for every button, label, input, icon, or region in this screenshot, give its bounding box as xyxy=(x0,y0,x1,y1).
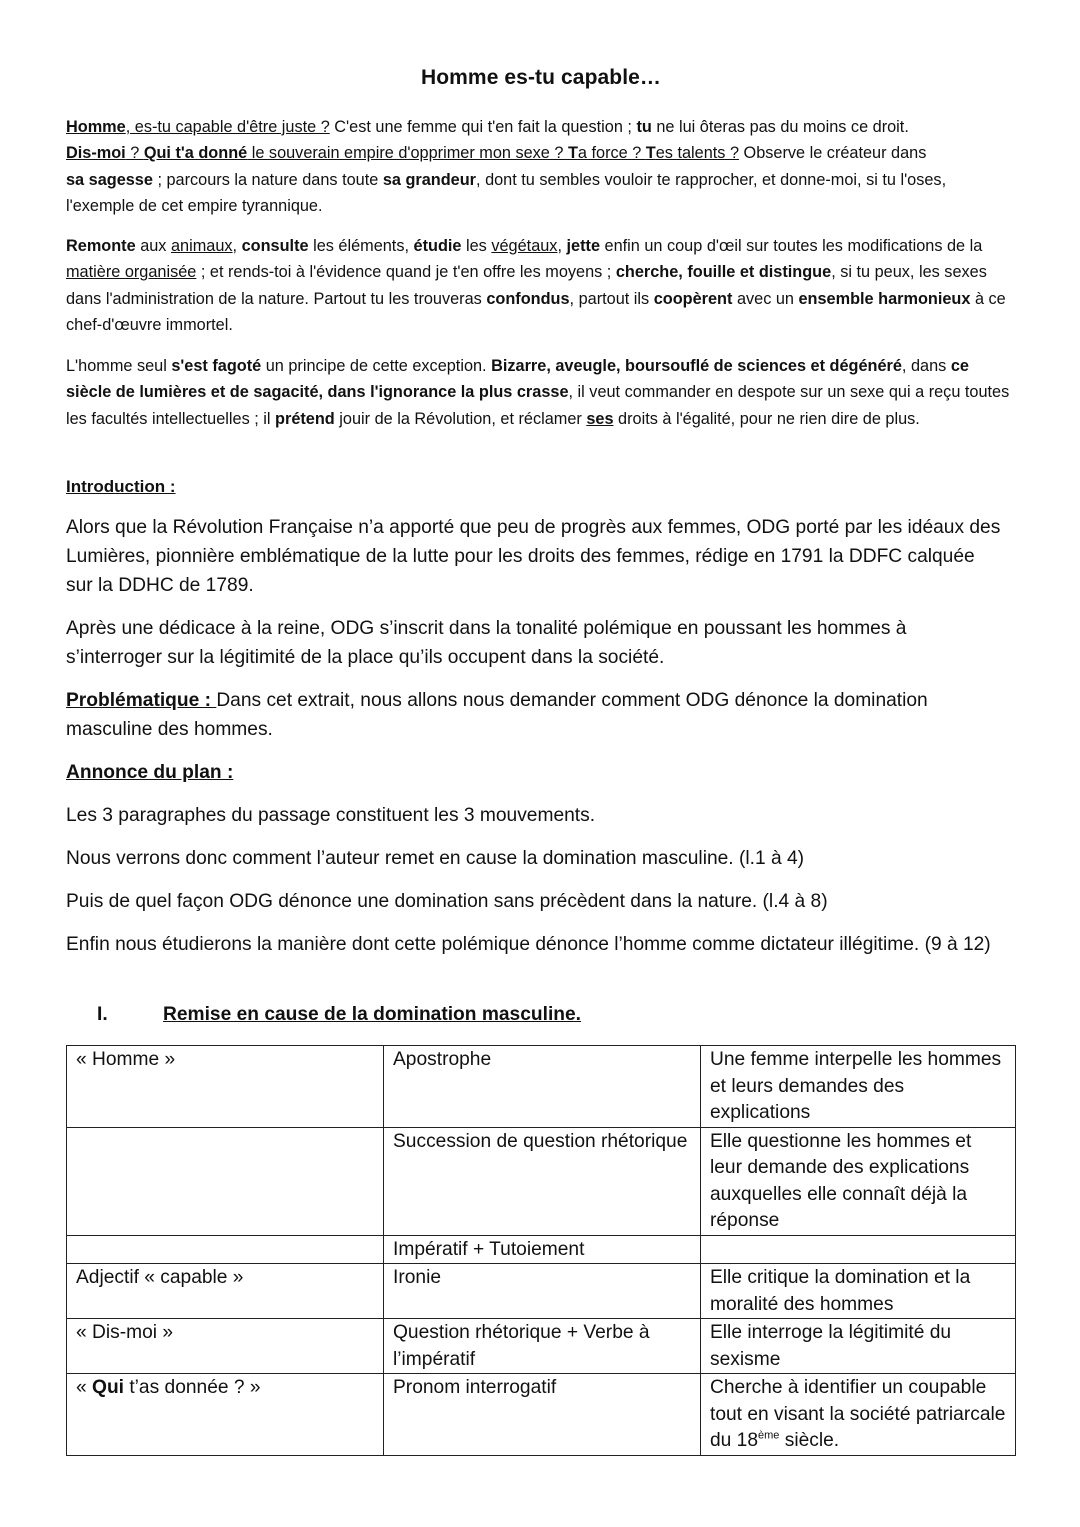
plan-item xyxy=(66,887,1001,916)
problematique-label: Problématique : xyxy=(66,690,217,711)
plan-heading-block xyxy=(66,758,1001,787)
underlined-text: végétaux xyxy=(491,237,558,255)
underlined-text: a force ? xyxy=(577,144,646,163)
text: , dont tu sembles vouloir te rapprocher, et donne-moi, si tu l'oses, l'exemple de cet empire tyrannique. xyxy=(66,170,947,215)
text: ; parcours la nature dans toute xyxy=(152,170,383,189)
emphasis: Remonte xyxy=(66,237,136,255)
excerpt-paragraph-3 xyxy=(66,353,1016,432)
emphasis: ce siècle de lumières et de sagacité, dans l'ignorance la plus crasse xyxy=(66,357,969,402)
section-number: I. xyxy=(97,1004,108,1025)
emphasis-sagesse: sa sagesse xyxy=(66,170,153,189)
introduction-text: Après une dédicace à la reine, ODG s’inscrit dans la tonalité polémique en poussant les hommes à s’interroger sur la légitimité de la place qu’ils occupent dans la société. xyxy=(66,618,907,668)
table-cell-effect: Elle critique la domination et la moralité des hommes xyxy=(701,1264,1016,1319)
plan-item xyxy=(66,801,1001,830)
table-cell-quote: Adjectif « capable » xyxy=(67,1264,384,1319)
emphasis-qui: Qui xyxy=(92,1377,124,1398)
plan-item xyxy=(66,844,1001,873)
table-cell-effect xyxy=(701,1374,1016,1456)
text: droits à l'égalité, pour ne rien dire de plus. xyxy=(613,409,920,428)
plan-item-text: Puis de quel façon ODG dénonce une domination sans précèdent dans la nature. (l.4 à 8) xyxy=(66,891,828,912)
table-cell-quote: « Homme » xyxy=(67,1046,384,1128)
table-row xyxy=(67,1319,1016,1374)
table-cell-effect xyxy=(701,1235,1016,1264)
emphasis: s'est fagoté xyxy=(171,357,262,375)
emphasis: Bizarre, aveugle, boursouflé de sciences et dégénéré xyxy=(491,357,902,375)
text: , si tu peux, les sexes dans l'administration de la nature. Partout tu les trouveras xyxy=(66,263,987,308)
text: à ce chef-d'œuvre immortel. xyxy=(66,289,1006,334)
text: siècle. xyxy=(779,1430,840,1451)
text: avec un xyxy=(732,289,799,308)
underlined-text: es talents ? xyxy=(655,144,740,163)
underlined-text: matière organisée xyxy=(66,263,197,282)
table-cell-quote xyxy=(67,1235,384,1264)
text: t’as donnée ? » xyxy=(124,1377,261,1398)
emphasis: coopèrent xyxy=(653,289,733,308)
text: , xyxy=(232,237,242,255)
table-cell-quote xyxy=(67,1374,384,1456)
emphasis-qui: Qui t'a donné xyxy=(143,144,248,163)
emphasis-dis-moi: Dis-moi xyxy=(66,144,126,163)
text: L'homme seul xyxy=(66,357,172,375)
table-cell-device: Impératif + Tutoiement xyxy=(384,1235,701,1264)
superscript: ème xyxy=(758,1429,780,1442)
problematique-text: Dans cet extrait, nous allons nous demander comment ODG dénonce la domination masculine des hommes. xyxy=(66,690,928,740)
text: les xyxy=(461,237,492,255)
introduction-paragraph-1 xyxy=(66,513,1001,600)
text: , il veut commander en despote sur un sexe qui a reçu toutes les facultés intellectuelles ; il xyxy=(66,383,1010,428)
emphasis: jette xyxy=(566,237,600,255)
text: un principe de cette exception. xyxy=(261,357,492,375)
text: aux xyxy=(135,237,171,255)
emphasis-underlined: ses xyxy=(586,409,614,428)
plan-item xyxy=(66,930,1001,959)
text: Cherche à identifier un coupable tout en visant la société patriarcale du 18 xyxy=(710,1377,1006,1451)
emphasis-tu: tu xyxy=(636,118,652,136)
table-cell-quote xyxy=(67,1127,384,1235)
plan-heading: Annonce du plan : xyxy=(66,762,234,783)
underlined-text: animaux xyxy=(170,237,233,255)
underlined-text: le souverain empire d'opprimer mon sexe ? xyxy=(247,144,568,163)
emphasis: prétend xyxy=(275,409,335,428)
excerpt-paragraph-2 xyxy=(66,233,1016,338)
text: ne lui ôteras pas du moins ce droit. xyxy=(651,118,909,136)
emphasis-homme: Homme xyxy=(66,118,126,136)
plan-item-text: Enfin nous étudierons la manière dont cette polémique dénonce l’homme comme dictateur illégitime. (9 à 12) xyxy=(66,934,991,955)
table-row xyxy=(67,1127,1016,1235)
emphasis-letter: T xyxy=(567,144,578,163)
table-cell-device: Succession de question rhétorique xyxy=(384,1127,701,1235)
table-row xyxy=(67,1046,1016,1128)
analysis-table xyxy=(66,1045,1016,1456)
table-cell-device: Question rhétorique + Verbe à l’impératif xyxy=(384,1319,701,1374)
text: jouir de la Révolution, et réclamer xyxy=(334,409,587,428)
text: Observe le créateur dans xyxy=(739,144,927,163)
problematique-block xyxy=(66,686,1001,744)
emphasis: cherche, fouille et distingue xyxy=(615,263,832,282)
introduction-text: Alors que la Révolution Française n’a apporté que peu de progrès aux femmes, ODG porté par les idéaux des Lumières, pionnière emblématique de la lutte pour les droits des femmes, rédige en 1791 la DDFC calquée sur la DDHC de 1789. xyxy=(66,517,1001,596)
text: les éléments, xyxy=(308,237,414,255)
table-cell-device: Pronom interrogatif xyxy=(384,1374,701,1456)
section-title: Remise en cause de la domination masculine. xyxy=(163,1004,582,1025)
section-heading xyxy=(97,1004,581,1026)
table-cell-effect: Elle interroge la légitimité du sexisme xyxy=(701,1319,1016,1374)
table-row xyxy=(67,1264,1016,1319)
text: « xyxy=(76,1377,93,1398)
table-row xyxy=(67,1235,1016,1264)
table-cell-quote: « Dis-moi » xyxy=(67,1319,384,1374)
emphasis-grandeur: sa grandeur xyxy=(382,170,477,189)
introduction-paragraph-2 xyxy=(66,614,1001,672)
table-cell-effect: Une femme interpelle les hommes et leurs demandes des explications xyxy=(701,1046,1016,1128)
emphasis: ensemble harmonieux xyxy=(798,289,971,308)
table-cell-effect: Elle questionne les hommes et leur demande des explications auxquelles elle connaît déjà la réponse xyxy=(701,1127,1016,1235)
table-cell-device: Apostrophe xyxy=(384,1046,701,1128)
text: , xyxy=(557,237,567,255)
emphasis-letter: T xyxy=(645,144,656,163)
text: enfin un coup d'œil sur toutes les modifications de la xyxy=(600,237,983,255)
text: C'est une femme qui t'en fait la question ; xyxy=(329,118,637,136)
introduction-heading-block xyxy=(66,472,1001,501)
emphasis: confondus xyxy=(486,289,570,308)
introduction-heading: Introduction : xyxy=(66,477,176,496)
plan-item-text: Les 3 paragraphes du passage constituent les 3 mouvements. xyxy=(66,805,596,826)
underlined-text: ? xyxy=(125,144,144,163)
table-row xyxy=(67,1374,1016,1456)
text: ; et rends-toi à l'évidence quand je t'en offre les moyens ; xyxy=(196,263,616,282)
plan-item-text: Nous verrons donc comment l’auteur remet en cause la domination masculine. (l.1 à 4) xyxy=(66,848,805,869)
excerpt-paragraph-1 xyxy=(66,114,1016,219)
table-cell-device: Ironie xyxy=(384,1264,701,1319)
page-title: Homme es-tu capable… xyxy=(420,66,662,89)
text: , partout ils xyxy=(569,289,654,308)
text: , dans xyxy=(901,357,951,375)
emphasis: consulte xyxy=(241,237,309,255)
emphasis: étudie xyxy=(413,237,462,255)
underlined-text: , es-tu capable d'être juste ? xyxy=(125,118,330,136)
